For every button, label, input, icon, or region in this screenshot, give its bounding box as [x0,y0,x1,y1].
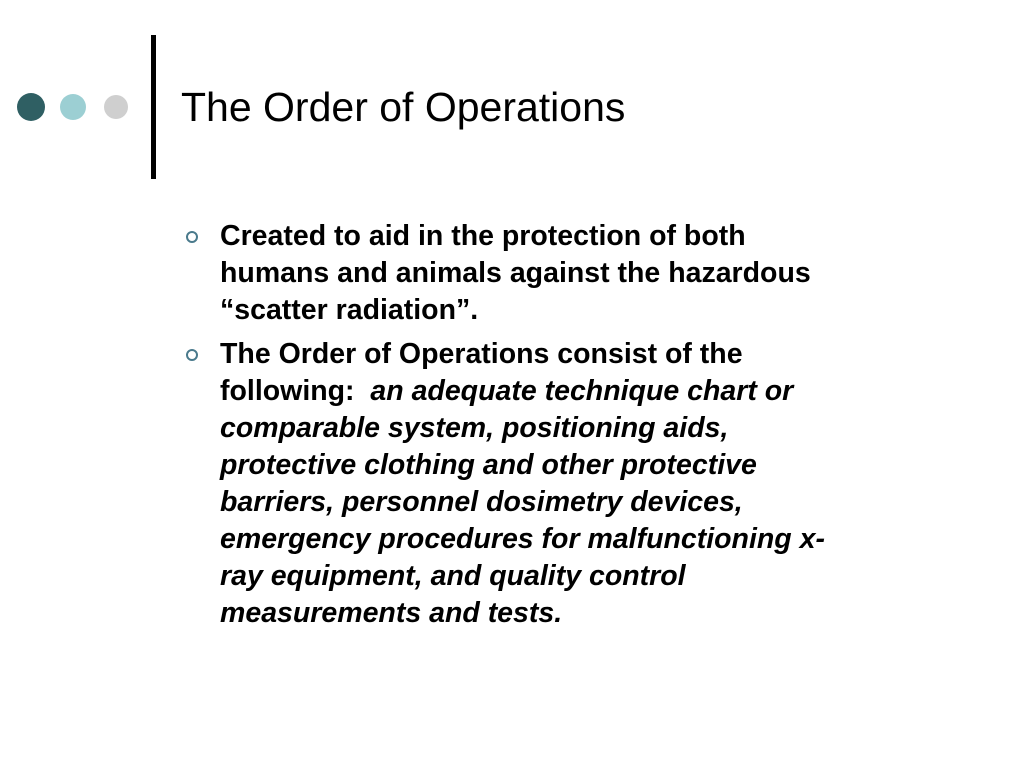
title-divider [151,35,156,179]
bullet-list [184,218,964,639]
bullet-line: humans and animals against the hazardous [220,257,811,289]
hollow-circle-bullet-icon [186,231,198,243]
bullet-item-components [184,336,964,632]
bullet-italic-line: comparable system, positioning aids, [220,412,729,444]
bullet-line: Created to aid in the protection of both [220,220,746,252]
bullet-item-purpose [184,218,964,329]
bullet-italic-line: barriers, personnel dosimetry devices, [220,486,743,518]
bullet-italic-line: emergency procedures for malfunctioning x- [220,523,825,555]
bullet-line: “scatter radiation”. [220,294,479,326]
bullet-lead-in: following: [220,375,371,407]
gray-dot-icon [104,95,128,119]
light-teal-dot-icon [60,94,86,120]
bullet-italic-line: ray equipment, and quality control [220,560,686,592]
bullet-italic-line: protective clothing and other protective [220,449,757,481]
slide-title: The Order of Operations [181,84,626,130]
dark-teal-dot-icon [17,93,45,121]
bullet-italic-line: an adequate technique chart or [370,375,794,407]
hollow-circle-bullet-icon [186,349,198,361]
bullet-italic-line: measurements and tests. [220,597,563,629]
bullet-line: The Order of Operations consist of the [220,338,743,370]
